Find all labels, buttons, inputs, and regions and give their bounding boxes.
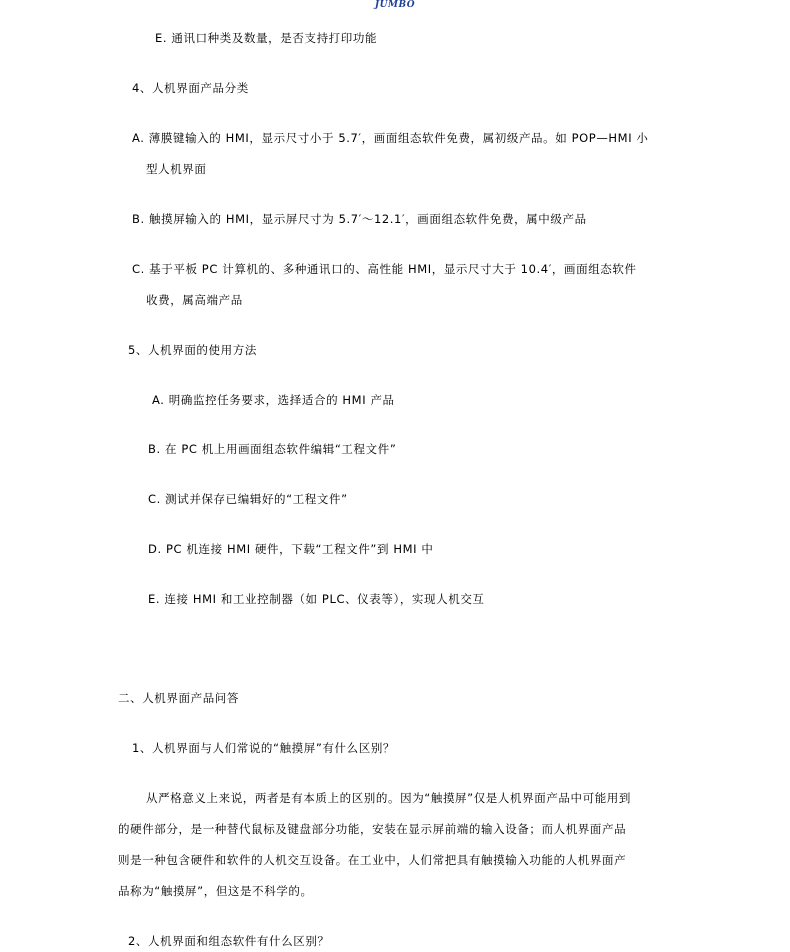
category-c-line1: C. 基于平板 PC 计算机的、多种通讯口的、高性能 HMI，显示尺寸大于 10.4′，画面组态软件 [132, 262, 637, 276]
comm-port-item: E. 通讯口种类及数量，是否支持打印功能 [155, 31, 378, 45]
category-a-line1: A. 薄膜键输入的 HMI，显示尺寸小于 5.7′，画面组态软件免费，属初级产品。如 POP—HMI 小 [132, 131, 649, 145]
category-a-line2: 型人机界面 [146, 162, 207, 176]
section-heading-5: 5、人机界面的使用方法 [128, 343, 257, 357]
usage-step-c: C. 测试并保存已编辑好的“工程文件” [148, 492, 348, 506]
answer-1-line: 品称为“触摸屏”，但这是不科学的。 [118, 884, 313, 898]
usage-step-e: E. 连接 HMI 和工业控制器（如 PLC、仪表等），实现人机交互 [148, 592, 485, 606]
section-heading-qa: 二、人机界面产品问答 [118, 691, 239, 705]
answer-1-paragraph [118, 790, 631, 914]
question-2: 2、人机界面和组态软件有什么区别？ [128, 934, 330, 948]
category-b: B. 触摸屏输入的 HMI，显示屏尺寸为 5.7′～12.1′，画面组态软件免费，属中级产品 [132, 212, 587, 226]
usage-step-d: D. PC 机连接 HMI 硬件，下载“工程文件”到 HMI 中 [148, 542, 434, 556]
usage-step-a: A. 明确监控任务要求，选择适合的 HMI 产品 [152, 393, 395, 407]
header-brand-logo: JUMBO [374, 0, 416, 10]
category-c-line2: 收费，属高端产品 [146, 293, 243, 307]
answer-1-line: 从严格意义上来说，两者是有本质上的区别的。因为“触摸屏”仅是人机界面产品中可能用到 [146, 791, 632, 805]
question-1: 1、人机界面与人们常说的“触摸屏”有什么区别？ [132, 741, 396, 755]
answer-1-line: 则是一种包含硬件和软件的人机交互设备。在工业中，人们常把具有触摸输入功能的人机界面产 [118, 853, 627, 867]
usage-step-b: B. 在 PC 机上用画面组态软件编辑“工程文件” [148, 442, 397, 456]
section-heading-4: 4、人机界面产品分类 [132, 81, 249, 95]
answer-1-line: 的硬件部分，是一种替代鼠标及键盘部分功能，安装在显示屏前端的输入设备；而人机界面产品 [118, 822, 627, 836]
